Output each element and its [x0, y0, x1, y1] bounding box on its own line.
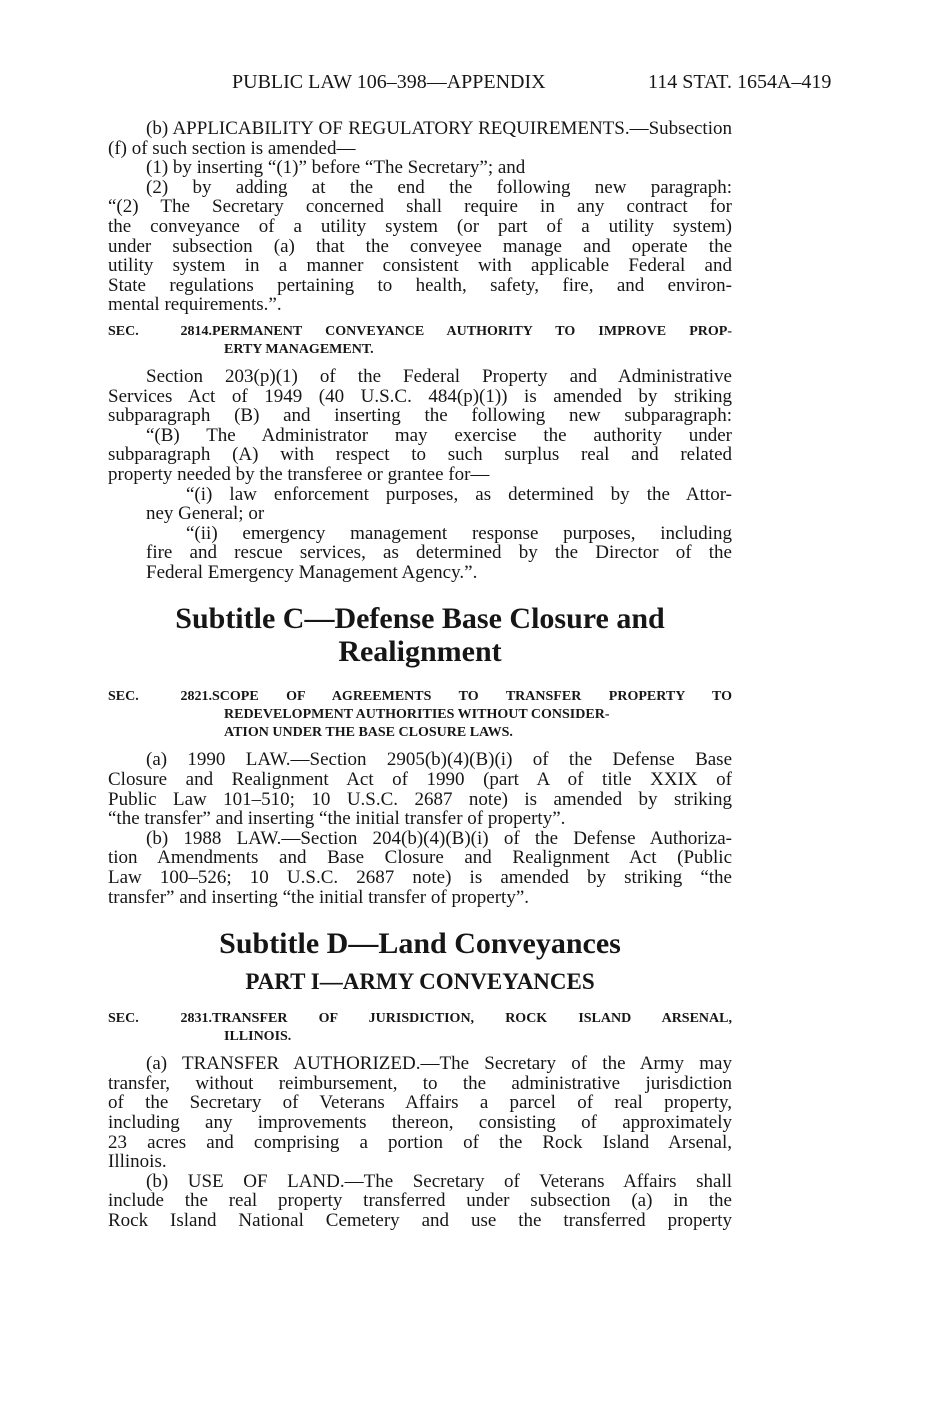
text-line: “the transfer” and inserting “the initial transfer of property”.	[108, 808, 566, 830]
section-2831-body	[108, 1054, 732, 1230]
text-line: property needed by the transferee or grantee for—	[108, 463, 490, 485]
text-line: the conveyance of a utility system (or part of a utility system)	[108, 215, 732, 237]
section-heading-2814	[108, 323, 732, 359]
text-line: Closure and Realignment Act of 1990 (part A of title XXIX of	[108, 769, 732, 791]
text-line: subparagraph (B) and inserting the following new subparagraph:	[108, 405, 732, 427]
section-title-cont: ATION UNDER THE BASE CLOSURE LAWS.	[224, 725, 513, 741]
text-line: Rock Island National Cemetery and use the transferred property	[108, 1209, 732, 1231]
body-text	[108, 119, 732, 1231]
text-line: (b) USE OF LAND.—The Secretary of Veterans Affairs shall	[146, 1170, 732, 1192]
section-title-cont: ILLINOIS.	[224, 1029, 292, 1045]
section-heading-2821	[108, 688, 732, 742]
section-number: SEC. 2814.	[108, 323, 212, 339]
section-title-cont: REDEVELOPMENT AUTHORITIES WITHOUT CONSIDER-	[224, 707, 610, 723]
subtitle-line: Realignment	[338, 635, 502, 669]
text-line: ney General; or	[146, 503, 265, 525]
text-line: subparagraph (A) with respect to such surplus real and related	[108, 444, 732, 466]
section-title: TRANSFER OF JURISDICTION, ROCK ISLAND ARSENAL,	[212, 1011, 732, 1027]
text-line: including any improvements thereon, consisting of approximately	[108, 1112, 732, 1133]
text-line: (b) APPLICABILITY OF REGULATORY REQUIREMENTS.—Subsection	[146, 118, 732, 139]
text-line: (b) 1988 LAW.—Section 204(b)(4)(B)(i) of the Defense Authoriza-	[146, 827, 732, 849]
text-line: Law 100–526; 10 U.S.C. 2687 note) is amended by striking “the	[108, 867, 732, 889]
section-title-cont: ERTY MANAGEMENT.	[224, 341, 374, 357]
text-line: “(2) The Secretary concerned shall require in any contract for	[108, 196, 732, 218]
section-number: SEC. 2821.	[108, 689, 212, 705]
running-head-stat-page: 114 STAT. 1654A–419	[648, 71, 832, 93]
text-line: “(i) law enforcement purposes, as determined by the Attor-	[186, 483, 732, 505]
section-title: PERMANENT CONVEYANCE AUTHORITY TO IMPROVE PROP-	[212, 323, 732, 339]
running-head-law: PUBLIC LAW 106–398—APPENDIX	[232, 71, 546, 93]
text-line: Section 203(p)(1) of the Federal Property and Administrative	[146, 365, 732, 387]
text-line: (a) TRANSFER AUTHORIZED.—The Secretary of the Army may	[146, 1053, 732, 1075]
text-line: transfer” and inserting “the initial transfer of property”.	[108, 886, 529, 908]
section-heading-2831	[108, 1010, 732, 1046]
text-line: mental requirements.”.	[108, 294, 282, 316]
text-line: Services Act of 1949 (40 U.S.C. 484(p)(1)) is amended by striking	[108, 385, 732, 407]
subtitle-title: Subtitle D—Land Conveyances	[219, 927, 621, 961]
text-line: tion Amendments and Base Closure and Realignment Act (Public	[108, 847, 732, 869]
text-line: utility system in a manner consistent with applicable Federal and	[108, 255, 732, 277]
text-line: (2) by adding at the end the following new paragraph:	[146, 176, 732, 198]
subtitle-d-heading	[108, 927, 732, 996]
text-line: (a) 1990 LAW.—Section 2905(b)(4)(B)(i) of the Defense Base	[146, 749, 732, 771]
section-title: SCOPE OF AGREEMENTS TO TRANSFER PROPERTY TO	[212, 689, 732, 705]
text-line: include the real property transferred under subsection (a) in the	[108, 1190, 732, 1212]
text-line: 23 acres and comprising a portion of the Rock Island Arsenal,	[108, 1131, 732, 1153]
text-line: fire and rescue services, as determined by the Director of the	[146, 542, 732, 564]
text-line: Public Law 101–510; 10 U.S.C. 2687 note) is amended by striking	[108, 788, 732, 810]
text-line: State regulations pertaining to health, safety, fire, and environ-	[108, 274, 732, 296]
running-head	[232, 70, 872, 94]
text-line: Illinois.	[108, 1151, 167, 1173]
text-line: (1) by inserting “(1)” before “The Secretary”; and	[146, 157, 526, 179]
text-line: under subsection (a) that the conveyee manage and operate the	[108, 235, 732, 257]
part-heading: PART I—ARMY CONVEYANCES	[245, 969, 595, 995]
section-2821-body	[108, 750, 732, 907]
text-line: of the Secretary of Veterans Affairs a parcel of real property,	[108, 1092, 732, 1114]
text-line: transfer, without reimbursement, to the administrative jurisdiction	[108, 1072, 732, 1094]
text-line: Federal Emergency Management Agency.”.	[146, 561, 478, 583]
subtitle-c-heading	[108, 602, 732, 668]
section-number: SEC. 2831.	[108, 1011, 212, 1027]
text-line: (f) of such section is amended—	[108, 137, 356, 159]
subtitle-line: Subtitle C—Defense Base Closure and	[175, 602, 665, 636]
applicability-paragraph	[108, 119, 732, 315]
text-line: “(ii) emergency management response purposes, including	[186, 522, 732, 544]
section-2814-body	[108, 367, 732, 583]
text-line: “(B) The Administrator may exercise the authority under	[146, 424, 732, 446]
